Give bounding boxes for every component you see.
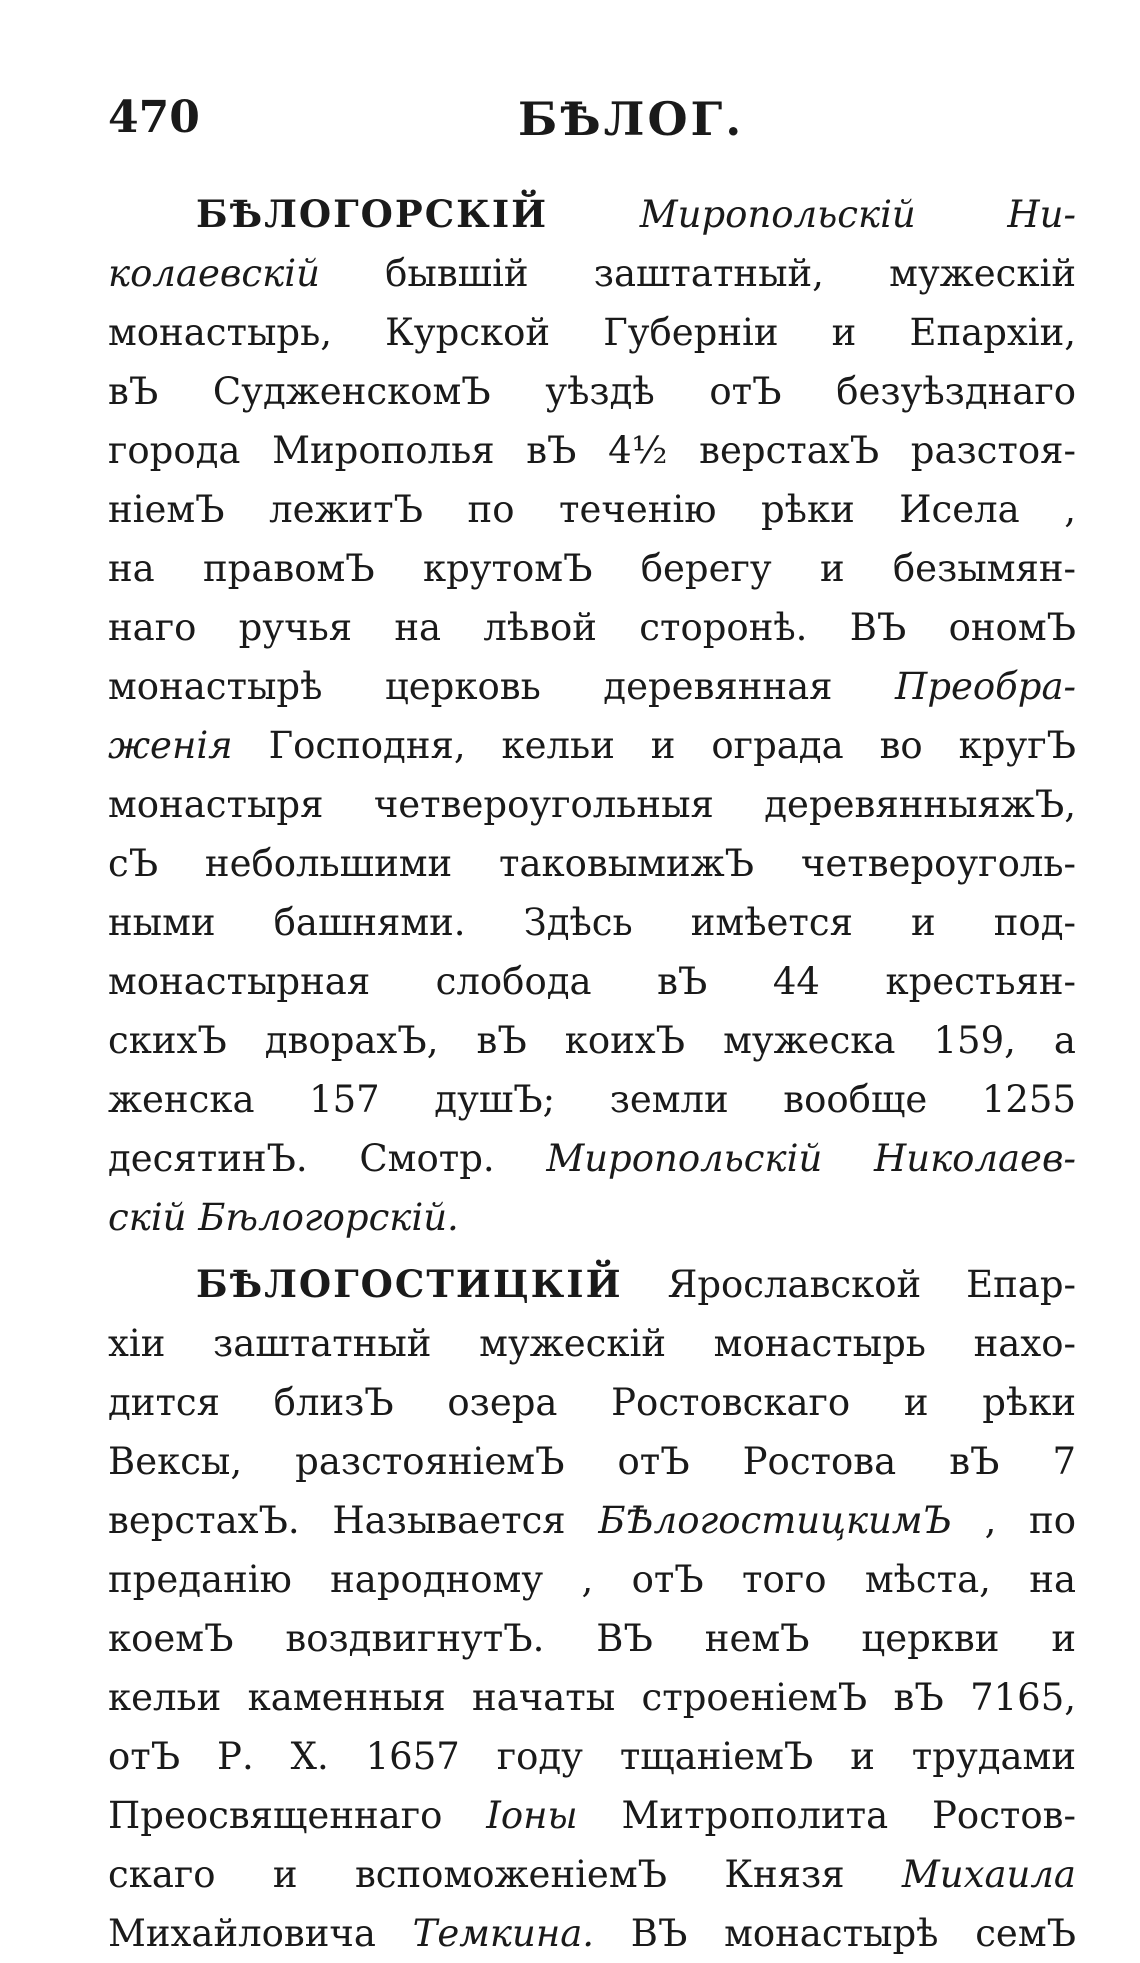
- text-line: [108, 775, 1076, 834]
- italic-text: Миропольскій Николаев-: [546, 1137, 1076, 1180]
- line-text: ВЪ монастырѣ семЪ: [594, 1912, 1076, 1955]
- line-text: сЪ небольшими таковымижЪ четвероуголь-: [108, 842, 1076, 885]
- line-text: скихЪ дворахЪ, вЪ коихЪ мужеска 159, а: [108, 1019, 1076, 1062]
- text-line: [108, 1550, 1076, 1609]
- line-text: монастырь, Курской Губерніи и Епархіи,: [108, 311, 1076, 354]
- text-line: [108, 1491, 1076, 1550]
- line-text: хіи заштатный мужескій монастырь нахо-: [108, 1322, 1076, 1365]
- text-line: [108, 1432, 1076, 1491]
- entry-headword: БѢЛОГОРСКІЙ: [196, 192, 549, 236]
- text-line: [108, 1011, 1076, 1070]
- line-text: бывшій заштатный, мужескій: [319, 252, 1076, 295]
- text-line: [108, 1904, 1076, 1963]
- line-text: отЪ Р. Х. 1657 году тщаніемЪ и трудами: [108, 1735, 1076, 1778]
- text-line: [108, 362, 1076, 421]
- italic-text: Іоны: [486, 1794, 578, 1837]
- page-number: 470: [108, 92, 200, 143]
- text-line: [108, 893, 1076, 952]
- text-line: [108, 303, 1076, 362]
- line-text: женска 157 душЪ; земли вообще 1255: [108, 1078, 1076, 1121]
- italic-text: Темкина.: [412, 1912, 595, 1955]
- italic-text: БѢлогостицкимЪ: [598, 1499, 952, 1542]
- line-text: на правомЪ крутомЪ берегу и безымян-: [108, 547, 1076, 590]
- italic-text: Миропольскій Ни-: [639, 193, 1077, 236]
- text-line: [108, 716, 1076, 775]
- line-text: дится близЪ озера Ростовскаго и рѣки: [108, 1381, 1076, 1424]
- text-line: [108, 185, 1076, 244]
- line-text: Михайловича: [108, 1912, 413, 1955]
- line-text: коемЪ воздвигнутЪ. ВЪ немЪ церкви и: [108, 1617, 1076, 1660]
- text-line: [108, 1727, 1076, 1786]
- line-text: монастыря четвероугольныя деревянныяжЪ,: [108, 783, 1076, 826]
- line-text: Ярославской Епар-: [667, 1263, 1077, 1306]
- line-text: , по: [951, 1499, 1076, 1542]
- text-line: [108, 1070, 1076, 1129]
- line-text: десятинЪ. Смотр.: [108, 1137, 547, 1180]
- text-line: [108, 1129, 1076, 1188]
- text-line: [108, 657, 1076, 716]
- line-text: Преосвященнаго: [108, 1794, 487, 1837]
- line-text: ными башнями. Здѣсь имѣется и под-: [108, 901, 1076, 944]
- entry-spacer: [108, 1247, 1076, 1255]
- line-text: верстахЪ. Называется: [108, 1499, 599, 1542]
- italic-text: Преобра-: [895, 665, 1076, 708]
- text-line: [108, 598, 1076, 657]
- text-line: [108, 952, 1076, 1011]
- text-line: [108, 1255, 1076, 1314]
- line-text: Вексы, разстояніемЪ отЪ Ростова вЪ 7: [108, 1440, 1076, 1483]
- italic-text: колаевскій: [108, 252, 320, 295]
- text-line: [108, 1188, 1076, 1247]
- line-text: преданію народному , отЪ того мѣста, на: [108, 1558, 1076, 1601]
- line-text: кельи каменныя начаты строеніемЪ вЪ 7165,: [108, 1676, 1076, 1719]
- text-line: [108, 244, 1076, 303]
- italic-text: Михаила: [901, 1853, 1076, 1896]
- italic-text: скій Бѣлогорскій.: [108, 1196, 459, 1239]
- italic-text: женія: [108, 724, 233, 767]
- line-text: ніемЪ лежитЪ по теченію рѣки Исела ,: [108, 488, 1076, 531]
- text-line: [108, 1668, 1076, 1727]
- line-text: наго ручья на лѣвой сторонѣ. ВЪ ономЪ: [108, 606, 1076, 649]
- line-text: монастырѣ церковь деревянная: [108, 665, 896, 708]
- text-line: [108, 1786, 1076, 1845]
- text-line: [108, 834, 1076, 893]
- running-head: БѢЛОГ.: [518, 92, 745, 146]
- text-line: [108, 1609, 1076, 1668]
- text-line: [108, 1845, 1076, 1904]
- page-header: [108, 78, 1068, 148]
- text-line: [108, 1314, 1076, 1373]
- line-text: монастырная слобода вЪ 44 крестьян-: [108, 960, 1076, 1003]
- line-text: Господня, кельи и ограда во кругЪ: [232, 724, 1076, 767]
- line-text: вЪ СудженскомЪ уѣздѣ отЪ безуѣзднаго: [108, 370, 1076, 413]
- line-text: скаго и вспоможеніемЪ Князя: [108, 1853, 902, 1896]
- entry-headword: БѢЛОГОСТИЦКІЙ: [196, 1262, 623, 1306]
- line-text: Митрополита Ростов-: [577, 1794, 1076, 1837]
- text-line: [108, 1373, 1076, 1432]
- text-line: [108, 539, 1076, 598]
- text-line: [108, 480, 1076, 539]
- text-line: [108, 421, 1076, 480]
- line-text: города Мирополья вЪ 4½ верстахЪ разстоя-: [108, 429, 1076, 472]
- page-body: [108, 185, 1076, 1963]
